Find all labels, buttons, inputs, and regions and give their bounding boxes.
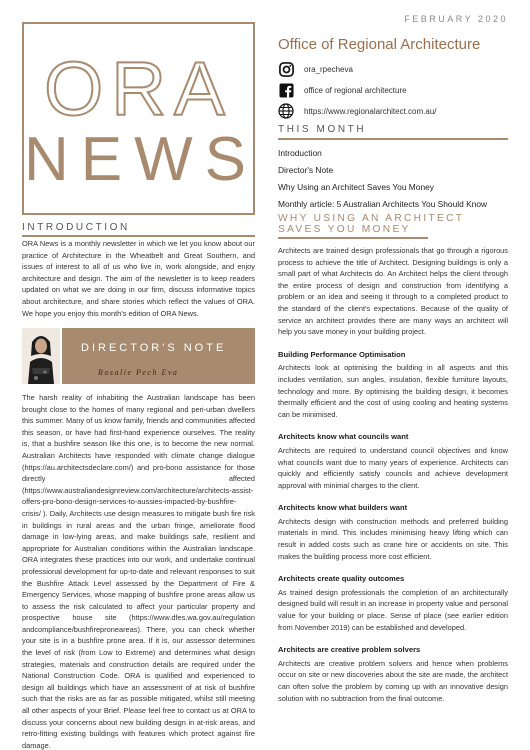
toc-item: Introduction xyxy=(278,148,322,158)
why-architect-body xyxy=(278,245,508,715)
section-heading: Building Performance Optimisation xyxy=(278,349,406,359)
instagram-handle: ora_rpecheva xyxy=(304,64,353,74)
section-text: Architects are creative problem solvers and hence when problems occur on site or new discoveries about the site are made, the architect can often solve the problem by coming up with an innovative design solution with no subtraction from the final outcome. xyxy=(278,658,508,703)
section-heading: Architects know what councils want xyxy=(278,432,409,442)
facebook-name: office of regional architecture xyxy=(304,85,407,95)
divider xyxy=(278,138,508,140)
facebook-icon xyxy=(278,82,294,98)
section-text: Architects look at optimising the building in all aspects and this includes ventilation, sun angles, insulation, flexible furniture layouts, technology and more. By optimising the building design, it becomes thermally efficient and the cost of using cooling and heating systems can be minimised. xyxy=(278,363,508,419)
directors-note-text: The harsh reality of inhabiting the Australian landscape has been brought close to the homes of many regional and peri-urban dwellers this summer. Many of us know family, friends and communities affected this season, or have had first-hand experience ourselves. The reality is, that a bushfire season like this one, is to become the new normal. Australian Architects have responded with climate change dialogue (https://au.architectsdeclare.com/) and pro-bono assistance for those directly affected (https://www.australiandesignreview.com/architecture/architects-assist-offers-pro-bono-design-services-to-aussies-impacted-by-bushfire-crisis/ ). Daily, Architects use design measures to mitigate bush fire risk in buildings in rural areas and the urban fringe, ameliorate flood damage in low-lying areas, and make buildings safe, resilient and appropriate for Australian conditions within the Australian landscape. ORA integrates these practices into our work, and undertake continual professional development for up-to-date and relevant responses to suit the Bushfire Attack Level assessed by the Department of Fire & Emergency Services, whose mapping of bushfire prone areas allow us to assess the risk calculated to affect your particular property and prospective house site (https://www.dfes.wa.gov.au/regulation andcompliance/bushfireproneareas). There, you can check whether your site is in a bushfire prone area. If it is, our assessor determines the level of risk (from Low to Extreme) and determines what design strategies, materials and construction details are required under the National Construction Code. ORA is qualified and experienced to design all buildings which have an assessment of at risk of bushfire such that the risks are as far as possible mitigated, whilst still meeting all other aspects of your Brief. Please feel free to contact us at ORA to discuss your concerns about new building design in at-risk areas, and retro-fitting existing buildings with features which protect against fire damage. xyxy=(22,393,255,750)
divider xyxy=(278,237,428,239)
director-band xyxy=(62,328,255,384)
issue-date: FEBRUARY 2020 xyxy=(404,14,508,24)
section-heading: Architects create quality outcomes xyxy=(278,574,405,584)
toc-item: Monthly article: 5 Australian Architects You Should Know xyxy=(278,199,488,209)
toc-item: Why Using an Architect Saves You Money xyxy=(278,182,434,192)
director-portrait xyxy=(22,328,60,384)
section-text: Architects design with construction methods and preferred building materials in mind. This includes minimising heavy lifting which can result in added costs such as crane hire or accidents on site. This makes the building process more cost efficient. xyxy=(278,516,508,561)
introduction-text: ORA News is a monthly newsletter in which we let you know about our practice of Architecture in the Wheatbelt and Great Southern, and issues of interest to all of us who live in, work alongside, and enjoy architecture and design. The aim of the newsletter is to keep readers updated on what we are doing in our firm, discuss informative topics about architecture, and share stories which reflect the values of ORA. We hope you enjoy this month's edition of ORA News. xyxy=(22,239,255,318)
ora-news-logo xyxy=(22,22,258,215)
section-heading: Architects are creative problem solvers xyxy=(278,645,421,655)
section-text: Architects are required to understand council objectives and know what councils want due to many years of experience. Architects can quickly and efficiently satisfy councils and achieve development approval with minimal charges to the client. xyxy=(278,445,508,490)
this-month-title: THIS MONTH xyxy=(278,124,367,135)
director-author: Rosalie Pech Eva xyxy=(98,368,179,377)
logo-ora: ORA xyxy=(44,47,233,132)
contact-instagram[interactable] xyxy=(278,59,353,79)
why-architect-header xyxy=(278,213,508,239)
why-intro-paragraph: Architects are trained design professionals that go through a rigorous process to achieve the title of Architect. Designing buildings is only a small part of what Architects do. An Architect helps the client through the entire process of design and construction from identifying a problem or an idea and seeing it through to a completed product to the standard of the client's expectations. Because of the quality of service an architect provides there are many ways an architect will help you save money in your building project. xyxy=(278,246,508,337)
contact-website[interactable] xyxy=(278,101,437,121)
instagram-icon xyxy=(278,61,294,77)
directors-note-banner xyxy=(22,328,255,384)
toc-item: Director's Note xyxy=(278,165,334,175)
logo-news: NEWS xyxy=(24,125,258,194)
globe-icon xyxy=(278,103,294,119)
why-architect-title: WHY USING AN ARCHITECT SAVES YOU MONEY xyxy=(278,213,465,235)
introduction-title: INTRODUCTION xyxy=(22,222,130,233)
contact-facebook[interactable] xyxy=(278,80,407,100)
office-title: Office of Regional Architecture xyxy=(278,36,481,53)
directors-note-title: DIRECTOR'S NOTE xyxy=(81,342,227,354)
divider xyxy=(22,235,255,237)
toc-list xyxy=(278,145,508,213)
section-text: As trained design professionals the completion of an architecturally designed build will result in an increase in property value and personal value for your building or place. Sense of place (see earlier edition from November 2019) can be established and developed. xyxy=(278,587,508,632)
introduction-header xyxy=(22,222,255,237)
section-heading: Architects know what builders want xyxy=(278,503,408,513)
website-url: https://www.regionalarchitect.com.au/ xyxy=(304,106,437,116)
this-month-section xyxy=(278,124,508,213)
